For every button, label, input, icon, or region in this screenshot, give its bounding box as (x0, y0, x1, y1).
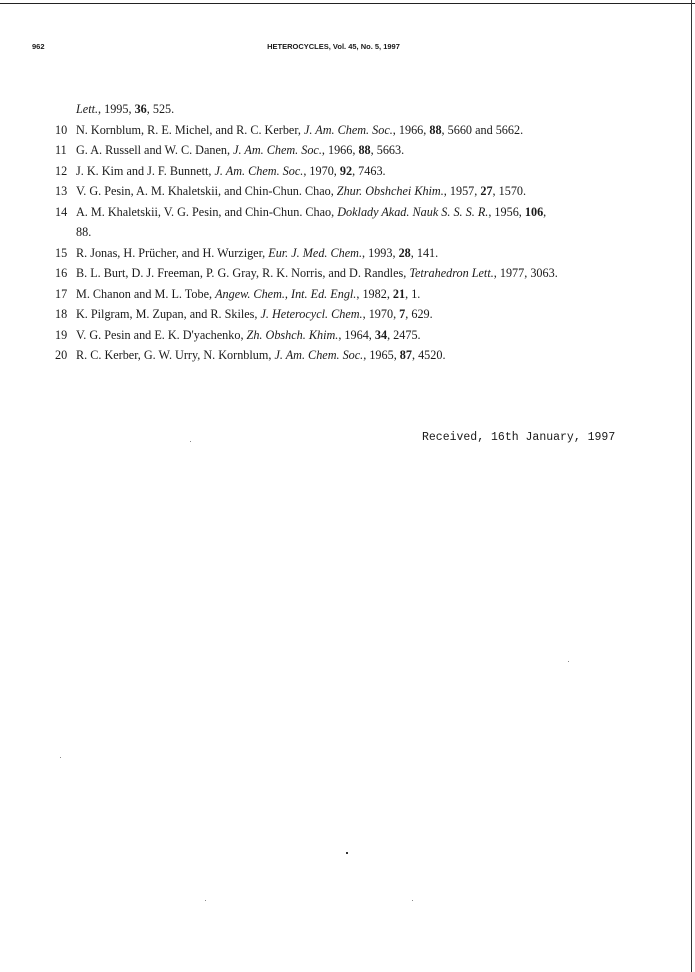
reference-authors: N. Kornblum, R. E. Michel, and R. C. Kerber, (76, 122, 304, 137)
reference-authors: A. M. Khaletskii, V. G. Pesin, and Chin-Chun. Chao, (76, 204, 338, 219)
reference-text (76, 325, 645, 346)
reference-year: , 1957, (443, 184, 481, 198)
reference-year: , 1966, (321, 143, 359, 157)
reference-year: , 1995, (98, 102, 135, 116)
reference-volume: 88 (358, 143, 371, 157)
reference-text (76, 243, 645, 264)
reference-text (76, 202, 645, 243)
reference-volume: 92 (339, 163, 353, 178)
reference-item (55, 345, 645, 366)
reference-continuation (55, 99, 645, 120)
reference-journal: Angew. Chem., Int. Ed. Engl. (215, 286, 357, 301)
reference-journal: J. Am. Chem. Soc. (304, 122, 393, 137)
reference-items (55, 120, 645, 366)
reference-pages: , 629. (405, 307, 433, 321)
reference-year: , 1970, (362, 307, 400, 321)
reference-authors: V. G. Pesin, A. M. Khaletskii, and Chin-Chun. Chao, (76, 184, 337, 198)
reference-item (55, 263, 645, 284)
reference-volume: 21 (392, 286, 406, 301)
reference-year: , 1982, (356, 286, 393, 301)
scan-speck (346, 852, 348, 854)
reference-text (76, 284, 645, 305)
reference-text (76, 304, 645, 325)
reference-journal: Zhur. Obshchei Khim. (336, 184, 444, 198)
reference-item (55, 325, 645, 346)
reference-pages: , 1570. (492, 184, 527, 198)
reference-number: 13 (55, 184, 68, 198)
reference-item (55, 140, 645, 161)
reference-number: 16 (55, 266, 68, 280)
reference-volume: 34 (374, 327, 388, 342)
reference-authors: V. G. Pesin and E. K. D'yachenko, (76, 327, 247, 342)
reference-volume: 36 (134, 102, 147, 116)
reference-item (55, 181, 645, 202)
reference-item (55, 304, 645, 325)
reference-journal: Eur. J. Med. Chem. (268, 245, 363, 260)
reference-journal: J. Am. Chem. Soc. (214, 163, 304, 178)
reference-year: , 1965, (363, 348, 400, 362)
reference-continuation: 88. (76, 225, 92, 239)
reference-authors: B. L. Burt, D. J. Freeman, P. G. Gray, R. K. Norris, and D. Randles, (76, 266, 410, 280)
reference-number: 15 (55, 245, 68, 260)
reference-journal: J. Am. Chem. Soc. (233, 143, 322, 157)
reference-authors: M. Chanon and M. L. Tobe, (76, 286, 216, 301)
reference-journal: Zh. Obshch. Khim. (246, 327, 339, 342)
reference-pages: , 5663. (370, 143, 405, 157)
reference-volume: 87 (399, 348, 412, 362)
running-header-journal: HETEROCYCLES, Vol. 45, No. 5, 1997 (267, 42, 400, 51)
scan-speck (190, 441, 191, 442)
reference-year: , 1966, (392, 122, 430, 137)
reference-authors: R. C. Kerber, G. W. Urry, N. Kornblum, (76, 348, 275, 362)
reference-year: , 1964, (338, 327, 375, 342)
reference-number: 12 (55, 163, 68, 178)
reference-pages: , 5660 and 5662. (441, 122, 524, 137)
reference-year: , 1956, (488, 204, 525, 219)
scan-speck (205, 900, 206, 901)
reference-item (55, 284, 645, 305)
reference-year: , 1993, (362, 245, 399, 260)
reference-number: 14 (55, 204, 68, 219)
page-number: 962 (32, 42, 45, 51)
reference-authors: G. A. Russell and W. C. Danen, (76, 143, 234, 157)
reference-number: 20 (55, 348, 68, 362)
reference-pages: , 1. (405, 286, 421, 301)
reference-number: 11 (55, 143, 67, 157)
reference-volume: 28 (398, 245, 411, 260)
received-date: Received, 16th January, 1997 (422, 431, 616, 444)
page-header (32, 42, 635, 56)
reference-year: , 1977, 3063. (493, 266, 558, 280)
reference-text (76, 263, 645, 284)
reference-pages: , 2475. (387, 327, 421, 342)
reference-text (76, 161, 645, 182)
scan-speck (412, 900, 413, 901)
reference-item (55, 243, 645, 264)
top-border-rule (0, 3, 695, 4)
reference-text (76, 120, 645, 141)
reference-item (55, 202, 645, 243)
scan-speck (568, 661, 569, 662)
reference-item (55, 161, 645, 182)
reference-volume: 7 (399, 307, 406, 321)
reference-pages: , 525. (146, 102, 175, 116)
reference-list (55, 99, 645, 366)
reference-text (76, 181, 645, 202)
right-border-rule (691, 0, 692, 972)
reference-number: 18 (55, 307, 68, 321)
reference-item (55, 120, 645, 141)
reference-journal: Doklady Akad. Nauk S. S. S. R. (337, 204, 489, 219)
reference-pages: , 141. (410, 245, 439, 260)
reference-pages: , (543, 204, 547, 219)
reference-number: 17 (55, 286, 68, 301)
reference-journal: Tetrahedron Lett. (409, 266, 494, 280)
reference-pages: , 7463. (352, 163, 386, 178)
reference-text (76, 345, 645, 366)
scan-speck (60, 757, 61, 758)
reference-volume: 88 (429, 122, 442, 137)
reference-text (76, 140, 645, 161)
reference-volume: 106 (524, 204, 544, 219)
reference-year: , 1970, (303, 163, 340, 178)
reference-authors: R. Jonas, H. Prücher, and H. Wurziger, (76, 245, 269, 260)
reference-number: 19 (55, 327, 68, 342)
reference-number: 10 (55, 122, 68, 137)
reference-journal: Lett. (76, 102, 99, 116)
reference-authors: K. Pilgram, M. Zupan, and R. Skiles, (76, 307, 261, 321)
reference-authors: J. K. Kim and J. F. Bunnett, (76, 163, 215, 178)
reference-volume: 27 (480, 184, 493, 198)
reference-journal: J. Heterocycl. Chem. (260, 307, 363, 321)
reference-journal: J. Am. Chem. Soc. (274, 348, 364, 362)
reference-pages: , 4520. (411, 348, 446, 362)
